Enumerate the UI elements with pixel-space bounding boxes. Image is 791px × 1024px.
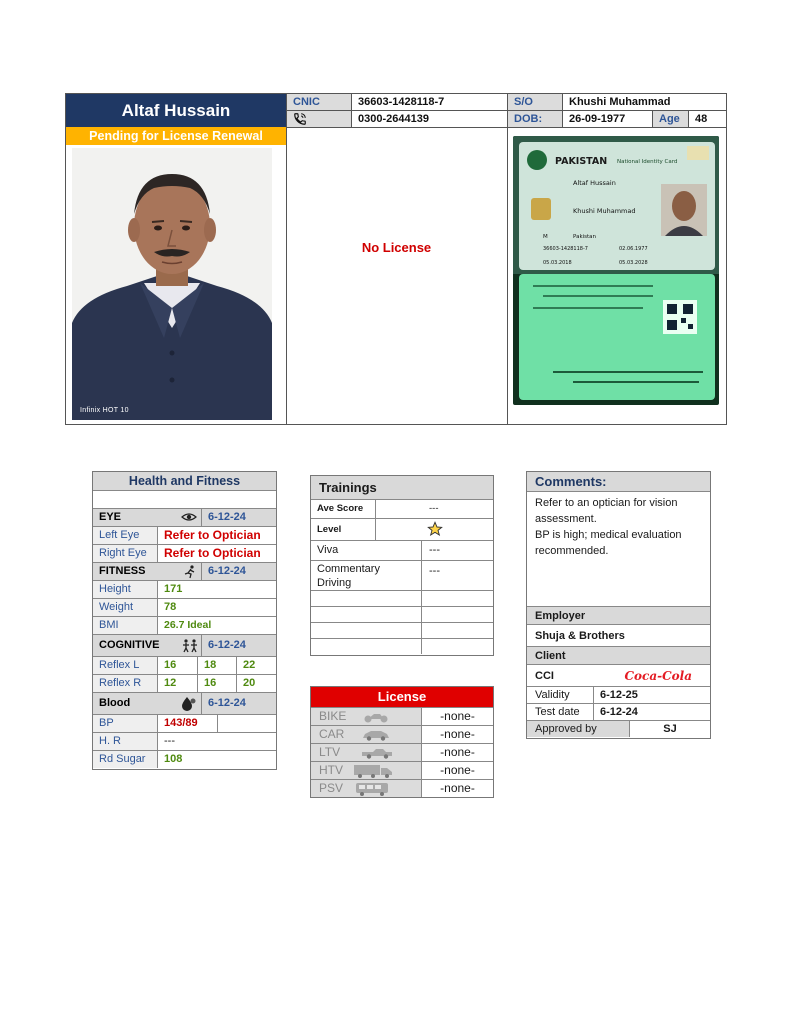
comment-line-1: Refer to an optician for vision assessment. xyxy=(535,497,678,525)
sugar-label: Rd Sugar xyxy=(93,751,157,768)
client-row xyxy=(527,665,710,687)
trainings-title: Trainings xyxy=(311,476,493,500)
license-title: License xyxy=(311,687,493,707)
father-name: Khushi Muhammad xyxy=(569,96,671,108)
no-license-text: No License xyxy=(361,240,432,255)
eye-test-date: 6-12-24 xyxy=(208,511,246,523)
commentary-driving-value: --- xyxy=(429,565,440,577)
health-fitness-table xyxy=(92,471,277,770)
dob-label: DOB: xyxy=(508,111,562,127)
star-icon xyxy=(427,521,443,537)
cognitive-label: COGNITIVE xyxy=(99,639,160,651)
height-value: 171 xyxy=(164,583,183,595)
license-row-car xyxy=(311,725,493,743)
test-date-value: 6-12-24 xyxy=(593,704,638,720)
employer-value: Shuja & Brothers xyxy=(527,625,710,647)
profile-card xyxy=(65,93,727,425)
comments-title: Comments: xyxy=(527,472,710,492)
client-label: Client xyxy=(527,647,710,665)
bmi-value: 26.7 Ideal xyxy=(164,619,212,631)
cnic-country-of-stay: Pakistan xyxy=(573,234,597,240)
cnic-identity-number: 36603-1428118-7 xyxy=(543,246,588,252)
license-value-htv: -none- xyxy=(421,762,493,779)
license-name-psv: PSV xyxy=(311,780,421,797)
truck-icon xyxy=(353,764,393,778)
reflex-l-value-1: 16 xyxy=(164,659,177,671)
reflex-l-label: Reflex L xyxy=(93,657,157,674)
ave-score-value: --- xyxy=(429,503,439,514)
left-eye-label: Left Eye xyxy=(93,527,157,544)
ave-score-label: Ave Score xyxy=(317,503,364,514)
license-row-htv xyxy=(311,761,493,779)
status-banner: Pending for License Renewal xyxy=(66,127,286,145)
reflex-r-label: Reflex R xyxy=(93,675,157,692)
fitness-test-date: 6-12-24 xyxy=(208,565,246,577)
cnic-issue-date: 05.03.2018 xyxy=(543,260,572,266)
running-icon xyxy=(183,565,197,579)
client-value: CCI xyxy=(535,670,554,682)
bp-label: BP xyxy=(93,715,157,732)
license-row-bike xyxy=(311,707,493,725)
viva-label: Viva xyxy=(317,544,339,556)
phone-number: 0300-2644139 xyxy=(358,113,429,125)
validity-label: Validity xyxy=(535,689,570,701)
phone-icon xyxy=(293,112,307,126)
health-title: Health and Fitness xyxy=(93,472,276,491)
cnic-card-title: National Identity Card xyxy=(617,159,678,165)
license-table xyxy=(310,686,494,798)
cnic-father: Khushi Muhammad xyxy=(573,207,636,215)
fitness-label: FITNESS xyxy=(99,565,146,577)
license-row-psv xyxy=(311,779,493,797)
bmi-label: BMI xyxy=(93,617,157,634)
license-value-bike: -none- xyxy=(421,708,493,725)
cnic-card-photo xyxy=(513,136,719,405)
person-photo xyxy=(72,148,272,420)
cnic-country: PAKISTAN xyxy=(555,156,608,167)
right-eye-result: Refer to Optician xyxy=(164,546,261,560)
age-value: 48 xyxy=(695,113,708,125)
comment-line-2: BP is high; medical evaluation recommended. xyxy=(535,529,682,557)
level-label: Level xyxy=(317,524,342,535)
license-value-ltv: -none- xyxy=(421,744,493,761)
cnic-gender: M xyxy=(543,234,548,240)
so-label: S/O xyxy=(508,94,562,110)
license-name-ltv: LTV xyxy=(311,744,421,761)
age-label: Age xyxy=(653,111,688,127)
cnic-card-image xyxy=(513,136,719,405)
pickup-icon xyxy=(361,748,393,759)
comments-body xyxy=(527,492,710,607)
eye-label: EYE xyxy=(99,511,122,523)
cognitive-test-date: 6-12-24 xyxy=(208,639,246,651)
bp-value: 143/89 xyxy=(164,717,198,729)
cnic-name: Altaf Hussain xyxy=(573,179,616,187)
sugar-value: 108 xyxy=(164,753,183,765)
cnic-dob: 02.06.1977 xyxy=(619,246,648,252)
license-name-car: CAR xyxy=(311,726,421,743)
test-date-label: Test date xyxy=(535,706,580,718)
reflex-r-value-3: 20 xyxy=(243,677,256,689)
cognitive-icon xyxy=(181,639,199,653)
trainings-table xyxy=(310,475,494,656)
license-value-psv: -none- xyxy=(421,780,493,797)
reflex-r-value-2: 16 xyxy=(204,677,217,689)
blood-label: Blood xyxy=(99,697,131,709)
license-value-car: -none- xyxy=(421,726,493,743)
car-icon xyxy=(361,730,391,741)
cnic-number: 36603-1428118-7 xyxy=(358,96,445,108)
weight-label: Weight xyxy=(93,599,157,616)
motorbike-icon xyxy=(363,711,389,723)
right-eye-label: Right Eye xyxy=(93,545,157,562)
eye-icon xyxy=(181,511,197,524)
license-name-htv: HTV xyxy=(311,762,421,779)
date-of-birth: 26-09-1977 xyxy=(569,113,626,125)
person-portrait-image xyxy=(72,148,272,420)
license-name-bike: BIKE xyxy=(311,708,421,725)
blood-test-date: 6-12-24 xyxy=(208,697,246,709)
reflex-l-value-2: 18 xyxy=(204,659,217,671)
photo-watermark: Infinix HOT 10 xyxy=(80,407,129,414)
cnic-expiry-date: 05.03.2028 xyxy=(619,260,648,266)
blood-drop-icon xyxy=(181,696,197,711)
coca-cola-logo: Coca-Cola xyxy=(624,669,692,683)
validity-value: 6-12-25 xyxy=(593,687,638,703)
height-label: Height xyxy=(93,581,157,598)
cnic-label: CNIC xyxy=(287,94,351,110)
employer-label: Employer xyxy=(527,607,710,625)
weight-value: 78 xyxy=(164,601,177,613)
person-name: Altaf Hussain xyxy=(66,94,286,127)
approved-by-value: SJ xyxy=(629,721,710,737)
left-eye-result: Refer to Optician xyxy=(164,528,261,542)
hr-label: H. R xyxy=(93,733,157,750)
bus-icon xyxy=(355,782,389,796)
hr-value: --- xyxy=(164,735,175,747)
reflex-r-value-1: 12 xyxy=(164,677,177,689)
reflex-l-value-3: 22 xyxy=(243,659,256,671)
comments-panel xyxy=(526,471,711,739)
approved-by-label: Approved by xyxy=(527,721,629,737)
license-row-ltv xyxy=(311,743,493,761)
viva-value: --- xyxy=(429,544,440,556)
commentary-driving-label: Commentary Driving xyxy=(317,563,380,589)
